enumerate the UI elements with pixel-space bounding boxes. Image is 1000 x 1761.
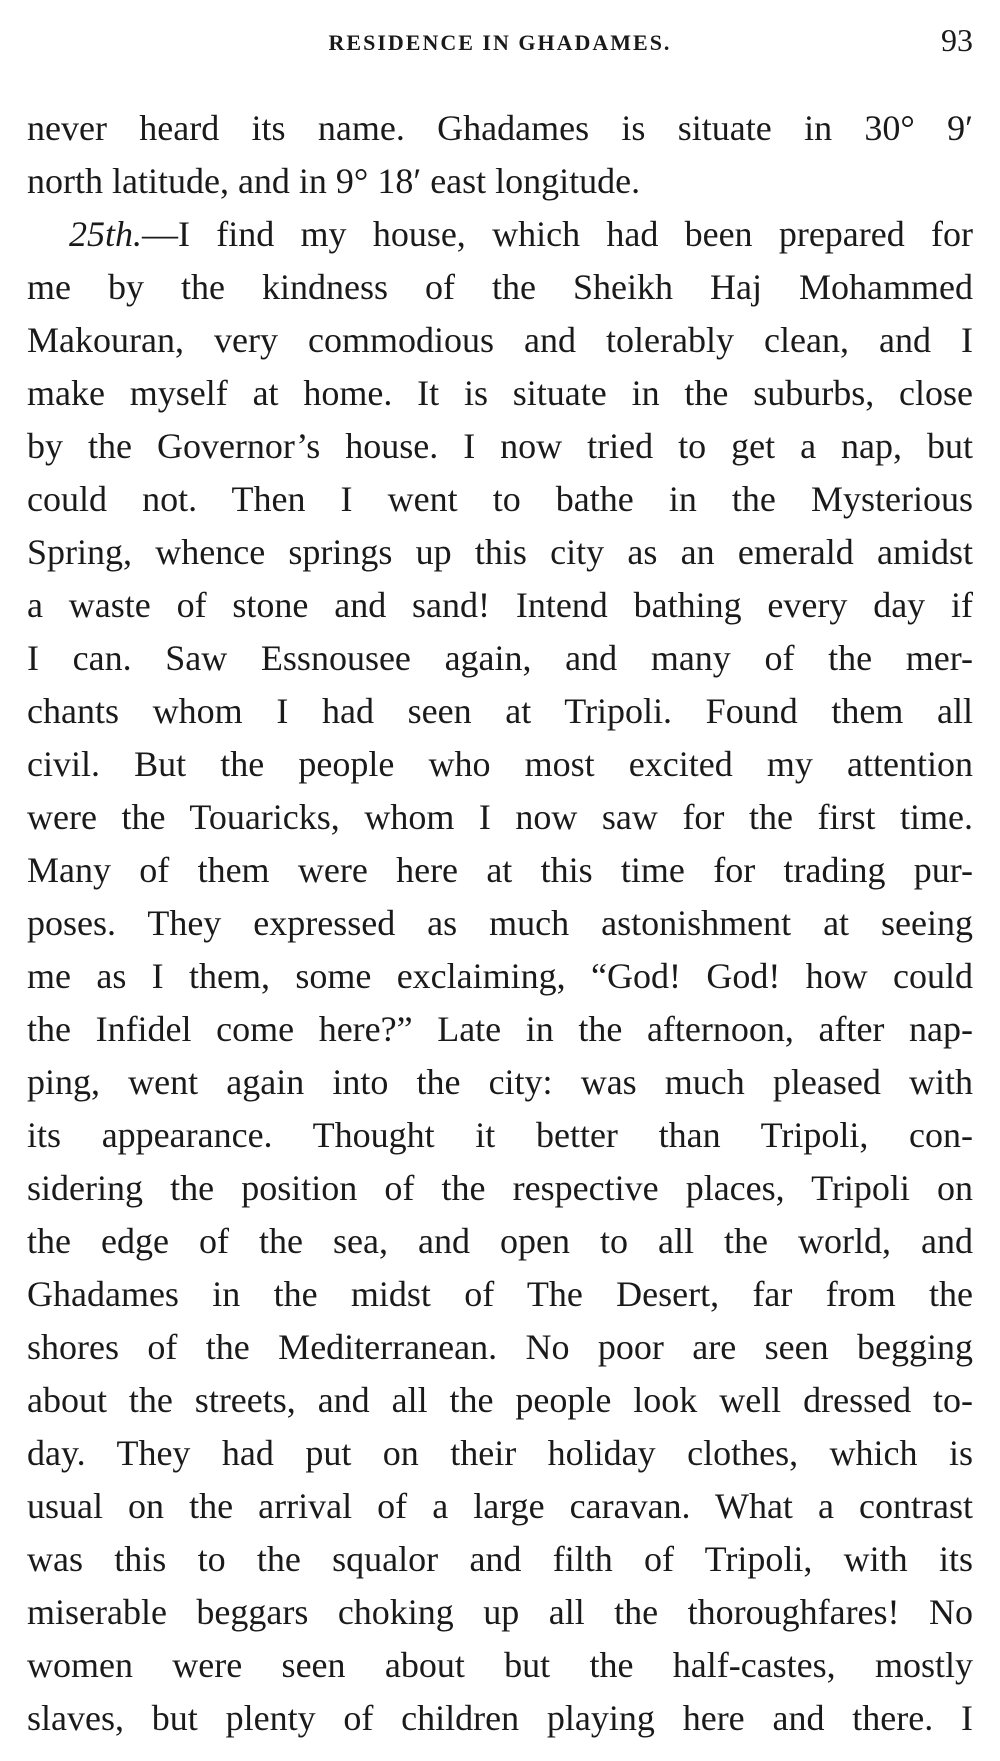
text-line: me as I them, some exclaiming, “God! God! how could (27, 956, 973, 996)
text-line: by the Governor’s house. I now tried to get a nap, but (27, 426, 973, 466)
running-head-title: RESIDENCE IN GHADAMES. (328, 30, 672, 55)
text-line: Many of them were here at this time for trading pur- (27, 850, 973, 890)
text-line: its appearance. Thought it better than Tripoli, con- (27, 1115, 973, 1155)
text-line: north latitude, and in 9° 18′ east longitude. (27, 161, 641, 201)
text-line: chants whom I had seen at Tripoli. Found them all (27, 691, 973, 731)
text-line: the edge of the sea, and open to all the world, and (27, 1221, 973, 1261)
body-text (27, 102, 973, 1745)
text-line: me by the kindness of the Sheikh Haj Mohammed (27, 267, 973, 307)
date-label: 25th. (69, 214, 143, 254)
text-line: usual on the arrival of a large caravan. What a contrast (27, 1486, 973, 1526)
text-line: about the streets, and all the people look well dressed to- (27, 1380, 973, 1420)
text-line: Ghadames in the midst of The Desert, far from the (27, 1274, 973, 1314)
text-line: women were seen about but the half-castes, mostly (27, 1645, 973, 1685)
text-line: a waste of stone and sand! Intend bathing every day if (27, 585, 973, 625)
text-line: Makouran, very commodious and tolerably clean, and I (27, 320, 973, 360)
text-line: day. They had put on their holiday clothes, which is (27, 1433, 973, 1473)
page-number: 93 (941, 22, 973, 58)
text-line: Spring, whence springs up this city as an emerald amidst (27, 532, 973, 572)
running-head (27, 22, 973, 62)
text-line: I can. Saw Essnousee again, and many of the mer- (27, 638, 973, 678)
text-line (27, 208, 973, 261)
text-line: make myself at home. It is situate in the suburbs, close (27, 373, 973, 413)
text-line: civil. But the people who most excited my attention (27, 744, 973, 784)
text-line: never heard its name. Ghadames is situate in 30° 9′ (27, 108, 973, 148)
text-line: poses. They expressed as much astonishment at seeing (27, 903, 973, 943)
text-line: slaves, but plenty of children playing here and there. I (27, 1698, 973, 1738)
text-line: was this to the squalor and filth of Tripoli, with its (27, 1539, 973, 1579)
text-line: were the Touaricks, whom I now saw for the first time. (27, 797, 973, 837)
text-line: the Infidel come here?” Late in the afternoon, after nap- (27, 1009, 973, 1049)
text-line: ping, went again into the city: was much pleased with (27, 1062, 973, 1102)
text-line-rest: —I find my house, which had been prepared for (142, 214, 973, 254)
text-line: could not. Then I went to bathe in the Mysterious (27, 479, 973, 519)
text-line: shores of the Mediterranean. No poor are seen begging (27, 1327, 973, 1367)
text-line: sidering the position of the respective places, Tripoli on (27, 1168, 973, 1208)
text-line: miserable beggars choking up all the thoroughfares! No (27, 1592, 973, 1632)
